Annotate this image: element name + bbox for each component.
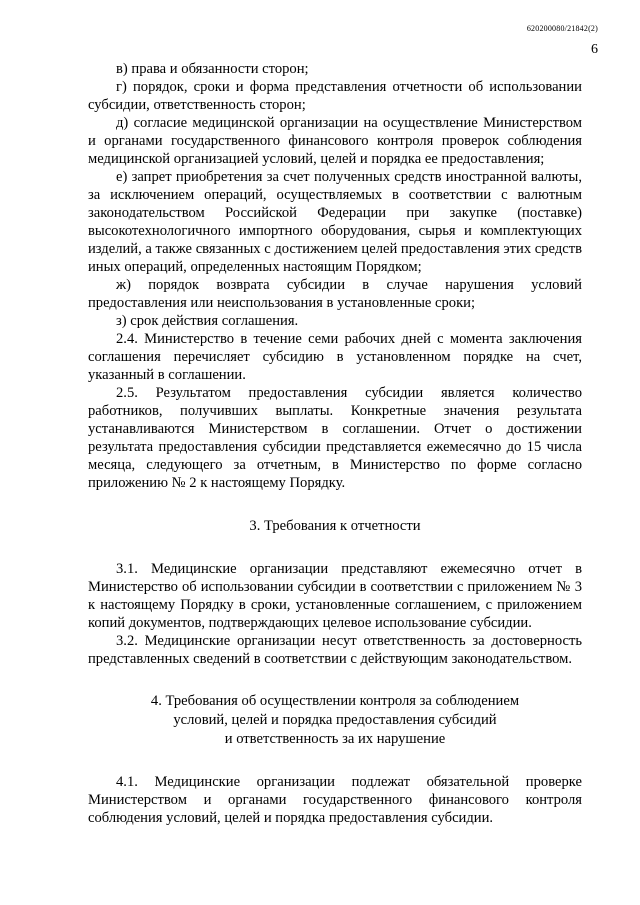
paragraph-item-e: е) запрет приобретения за счет полученных средств иностранной валюты, за исключением операций, осуществляемых в соответствии с валютным законодательством Российской Федерации при закупке (поставке) высокотехнологичного импортного оборудования, сырья и комплектующих изделий, а также связанных с достижением целей предоставления этих средств иных операций, определенных настоящим Порядком; <box>88 169 582 275</box>
document-body <box>88 60 582 827</box>
paragraph-2-5: 2.5. Результатом предоставления субсидии является количество работников, получивших выплаты. Конкретные значения результата устанавливаются Министерством в соглашении. Отчет о достижении результата предоставления субсидии представляется ежемесячно до 15 числа месяца, следующего за отчетным, в Министерство по форме согласно приложению № 2 к настоящему Порядку. <box>88 385 582 491</box>
section-4-title <box>88 692 582 749</box>
paragraph-item-v: в) права и обязанности сторон; <box>116 61 309 77</box>
section-3-title: 3. Требования к отчетности <box>249 518 421 534</box>
section-4-title-line: 4. Требования об осуществлении контроля за соблюдением <box>150 693 520 709</box>
page-number: 6 <box>591 42 598 57</box>
paragraph-item-zh: ж) порядок возврата субсидии в случае нарушения условий предоставления или неиспользования в установленные сроки; <box>88 277 582 311</box>
paragraph-2-4: 2.4. Министерство в течение семи рабочих дней с момента заключения соглашения перечисляет субсидию в установленном порядке на счет, указанный в соглашении. <box>88 331 582 383</box>
paragraph-3-1: 3.1. Медицинские организации представляют ежемесячно отчет в Министерство об использовании субсидии в соответствии с приложением № 3 к настоящему Порядку в сроки, установленные соглашением, с приложением копий документов, подтверждающих целевое использование субсидии. <box>88 561 582 631</box>
paragraph-item-z: з) срок действия соглашения. <box>116 313 299 329</box>
section-4-title-line: и ответственность за их нарушение <box>224 731 446 747</box>
document-id: 620200080/21842(2) <box>526 24 598 33</box>
section-4-title-line: условий, целей и порядка предоставления субсидий <box>173 712 497 728</box>
paragraph-item-d: д) согласие медицинской организации на осуществление Министерством и органами государственного финансового контроля проверок соблюдения медицинской организацией условий, целей и порядка ее предоставления; <box>88 115 582 167</box>
paragraph-item-g: г) порядок, сроки и форма представления отчетности об использовании субсидии, ответственность сторон; <box>88 79 582 113</box>
paragraph-3-2: 3.2. Медицинские организации несут ответственность за достоверность представленных сведений в соответствии с действующим законодательством. <box>88 633 582 667</box>
paragraph-4-1: 4.1. Медицинские организации подлежат обязательной проверке Министерством и органами государственного финансового контроля соблюдения условий, целей и порядка предоставления субсидии. <box>88 774 582 826</box>
